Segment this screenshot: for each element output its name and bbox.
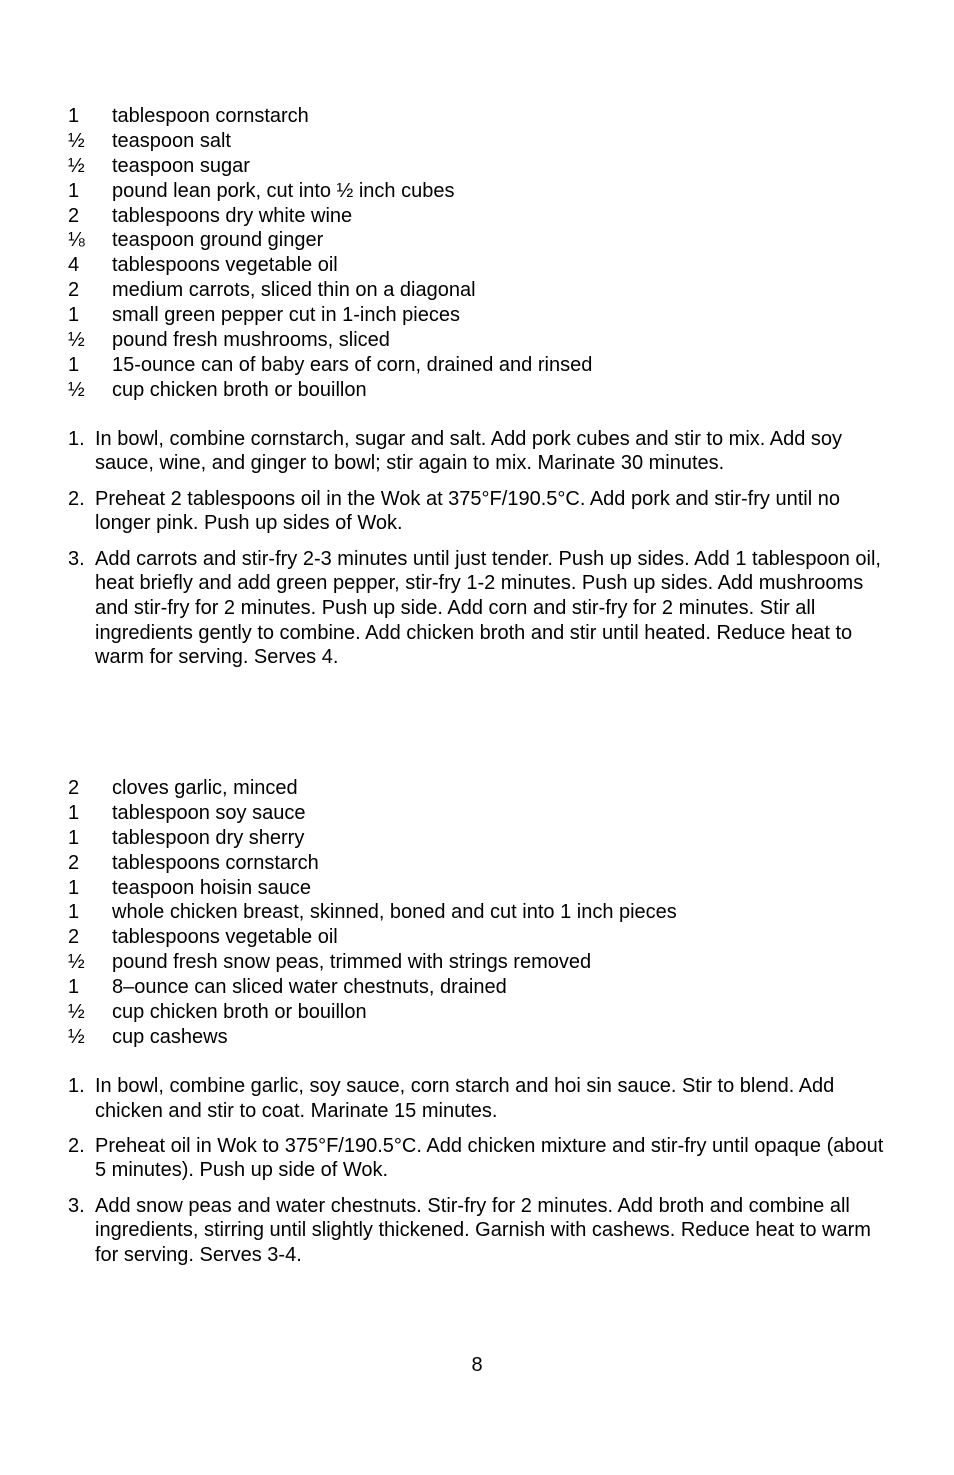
ingredient-row (68, 328, 888, 353)
step-number: 3. (68, 1194, 85, 1217)
ingredient-quantity: 2 (68, 204, 80, 227)
ingredient-quantity: 1 (68, 304, 80, 327)
ingredient-quantity: 2 (68, 279, 80, 302)
ingredient-list (68, 104, 888, 403)
ingredient-description: tablespoon soy sauce (112, 801, 306, 824)
step-number: 1. (68, 1074, 85, 1097)
ingredient-description: cup chicken broth or bouillon (112, 1001, 367, 1024)
step-text: Add snow peas and water chestnuts. Stir-fry for 2 minutes. Add broth and combine all ingredients, stirring until slightly thickened. Garnish with cashews. Reduce heat to warm for serving. Serves 3-4. (95, 1194, 871, 1267)
instruction-step (68, 1134, 888, 1183)
ingredient-row (68, 776, 888, 801)
step-number: 2. (68, 487, 85, 510)
ingredient-row (68, 228, 888, 253)
ingredient-quantity: 1 (68, 876, 80, 899)
instruction-step (68, 1074, 888, 1123)
ingredient-row (68, 179, 888, 204)
instruction-list (68, 427, 888, 670)
ingredient-description: tablespoon cornstarch (112, 105, 309, 127)
recipe-chicken (68, 776, 888, 1278)
ingredient-quantity: ⅛ (68, 229, 85, 252)
ingredient-description: teaspoon ground ginger (112, 229, 324, 252)
ingredient-quantity: ½ (68, 329, 85, 352)
ingredient-row (68, 204, 888, 229)
instruction-step (68, 1194, 888, 1268)
ingredient-description: tablespoon dry sherry (112, 826, 305, 849)
step-number: 1. (68, 427, 85, 450)
ingredient-quantity: ½ (68, 951, 85, 974)
ingredient-row (68, 253, 888, 278)
ingredient-row (68, 851, 888, 876)
ingredient-quantity: ½ (68, 154, 85, 177)
ingredient-description: pound fresh mushrooms, sliced (112, 329, 390, 352)
ingredient-description: teaspoon salt (112, 129, 231, 152)
ingredient-row (68, 104, 888, 129)
recipe-pork (68, 104, 888, 681)
instruction-list (68, 1074, 888, 1268)
step-text: Preheat 2 tablespoons oil in the Wok at 375°F/190.5°C. Add pork and stir-fry until no longer pink. Push up sides of Wok. (95, 487, 840, 535)
page-number: 8 (471, 1354, 483, 1376)
ingredient-description: teaspoon hoisin sauce (112, 876, 312, 899)
ingredient-row (68, 154, 888, 179)
ingredient-description: teaspoon sugar (112, 154, 250, 177)
step-text: Preheat oil in Wok to 375°F/190.5°C. Add chicken mixture and stir-fry until opaque (about 5 minutes). Push up side of Wok. (95, 1134, 884, 1182)
ingredient-description: 15-ounce can of baby ears of corn, drained and rinsed (112, 353, 593, 376)
ingredient-description: cloves garlic, minced (112, 777, 298, 799)
ingredient-row (68, 950, 888, 975)
ingredient-row (68, 303, 888, 328)
ingredient-row (68, 129, 888, 154)
ingredient-quantity: 1 (68, 976, 80, 999)
ingredient-list (68, 776, 888, 1050)
ingredient-row (68, 353, 888, 378)
step-text: In bowl, combine garlic, soy sauce, corn starch and hoi sin sauce. Stir to blend. Add chicken and stir to coat. Marinate 15 minutes. (95, 1074, 835, 1122)
ingredient-description: medium carrots, sliced thin on a diagonal (112, 279, 476, 302)
ingredient-quantity: 1 (68, 353, 80, 376)
ingredient-description: tablespoons vegetable oil (112, 254, 338, 277)
ingredient-quantity: 1 (68, 901, 80, 924)
ingredient-description: whole chicken breast, skinned, boned and cut into 1 inch pieces (112, 901, 677, 924)
instruction-step (68, 547, 888, 671)
ingredient-row (68, 1000, 888, 1025)
ingredient-row (68, 826, 888, 851)
ingredient-quantity: 2 (68, 777, 80, 799)
ingredient-description: 8–ounce can sliced water chestnuts, drained (112, 976, 507, 999)
ingredient-quantity: 2 (68, 851, 80, 874)
ingredient-description: tablespoons dry white wine (112, 204, 353, 227)
ingredient-row (68, 975, 888, 1000)
ingredient-row (68, 801, 888, 826)
ingredient-description: tablespoons vegetable oil (112, 926, 338, 949)
step-number: 3. (68, 547, 85, 570)
ingredient-description: pound lean pork, cut into ½ inch cubes (112, 179, 455, 202)
ingredient-row (68, 1025, 888, 1050)
ingredient-quantity: 1 (68, 105, 80, 127)
ingredient-description: cup cashews (112, 1025, 228, 1048)
instruction-step (68, 487, 888, 536)
ingredient-row (68, 925, 888, 950)
ingredient-quantity: 1 (68, 801, 80, 824)
ingredient-row (68, 278, 888, 303)
ingredient-quantity: 1 (68, 179, 80, 202)
ingredient-row (68, 378, 888, 403)
ingredient-quantity: ½ (68, 1001, 85, 1024)
ingredient-quantity: ½ (68, 129, 85, 152)
step-number: 2. (68, 1134, 85, 1157)
ingredient-row (68, 876, 888, 901)
ingredient-description: small green pepper cut in 1-inch pieces (112, 304, 460, 327)
ingredient-quantity: 4 (68, 254, 80, 277)
ingredient-row (68, 900, 888, 925)
step-text: Add carrots and stir-fry 2-3 minutes until just tender. Push up sides. Add 1 tablespoon oil, heat briefly and add green pepper, stir-fry 1-2 minutes. Push up sides. Add mushrooms and stir-fry for 2 minutes. Push up side. Add corn and stir-fry for 2 minutes. Stir all ingredients gently to combine. Add chicken broth and stir until heated. Reduce heat to warm for serving. Serves 4. (95, 547, 881, 669)
ingredient-quantity: 1 (68, 826, 80, 849)
ingredient-quantity: 2 (68, 926, 80, 949)
instruction-step (68, 427, 888, 476)
ingredient-description: tablespoons cornstarch (112, 851, 319, 874)
ingredient-quantity: ½ (68, 1025, 85, 1048)
ingredient-description: cup chicken broth or bouillon (112, 378, 367, 401)
ingredient-quantity: ½ (68, 378, 85, 401)
step-text: In bowl, combine cornstarch, sugar and salt. Add pork cubes and stir to mix. Add soy sauce, wine, and ginger to bowl; stir again to mix. Marinate 30 minutes. (95, 427, 843, 475)
ingredient-description: pound fresh snow peas, trimmed with strings removed (112, 951, 592, 974)
